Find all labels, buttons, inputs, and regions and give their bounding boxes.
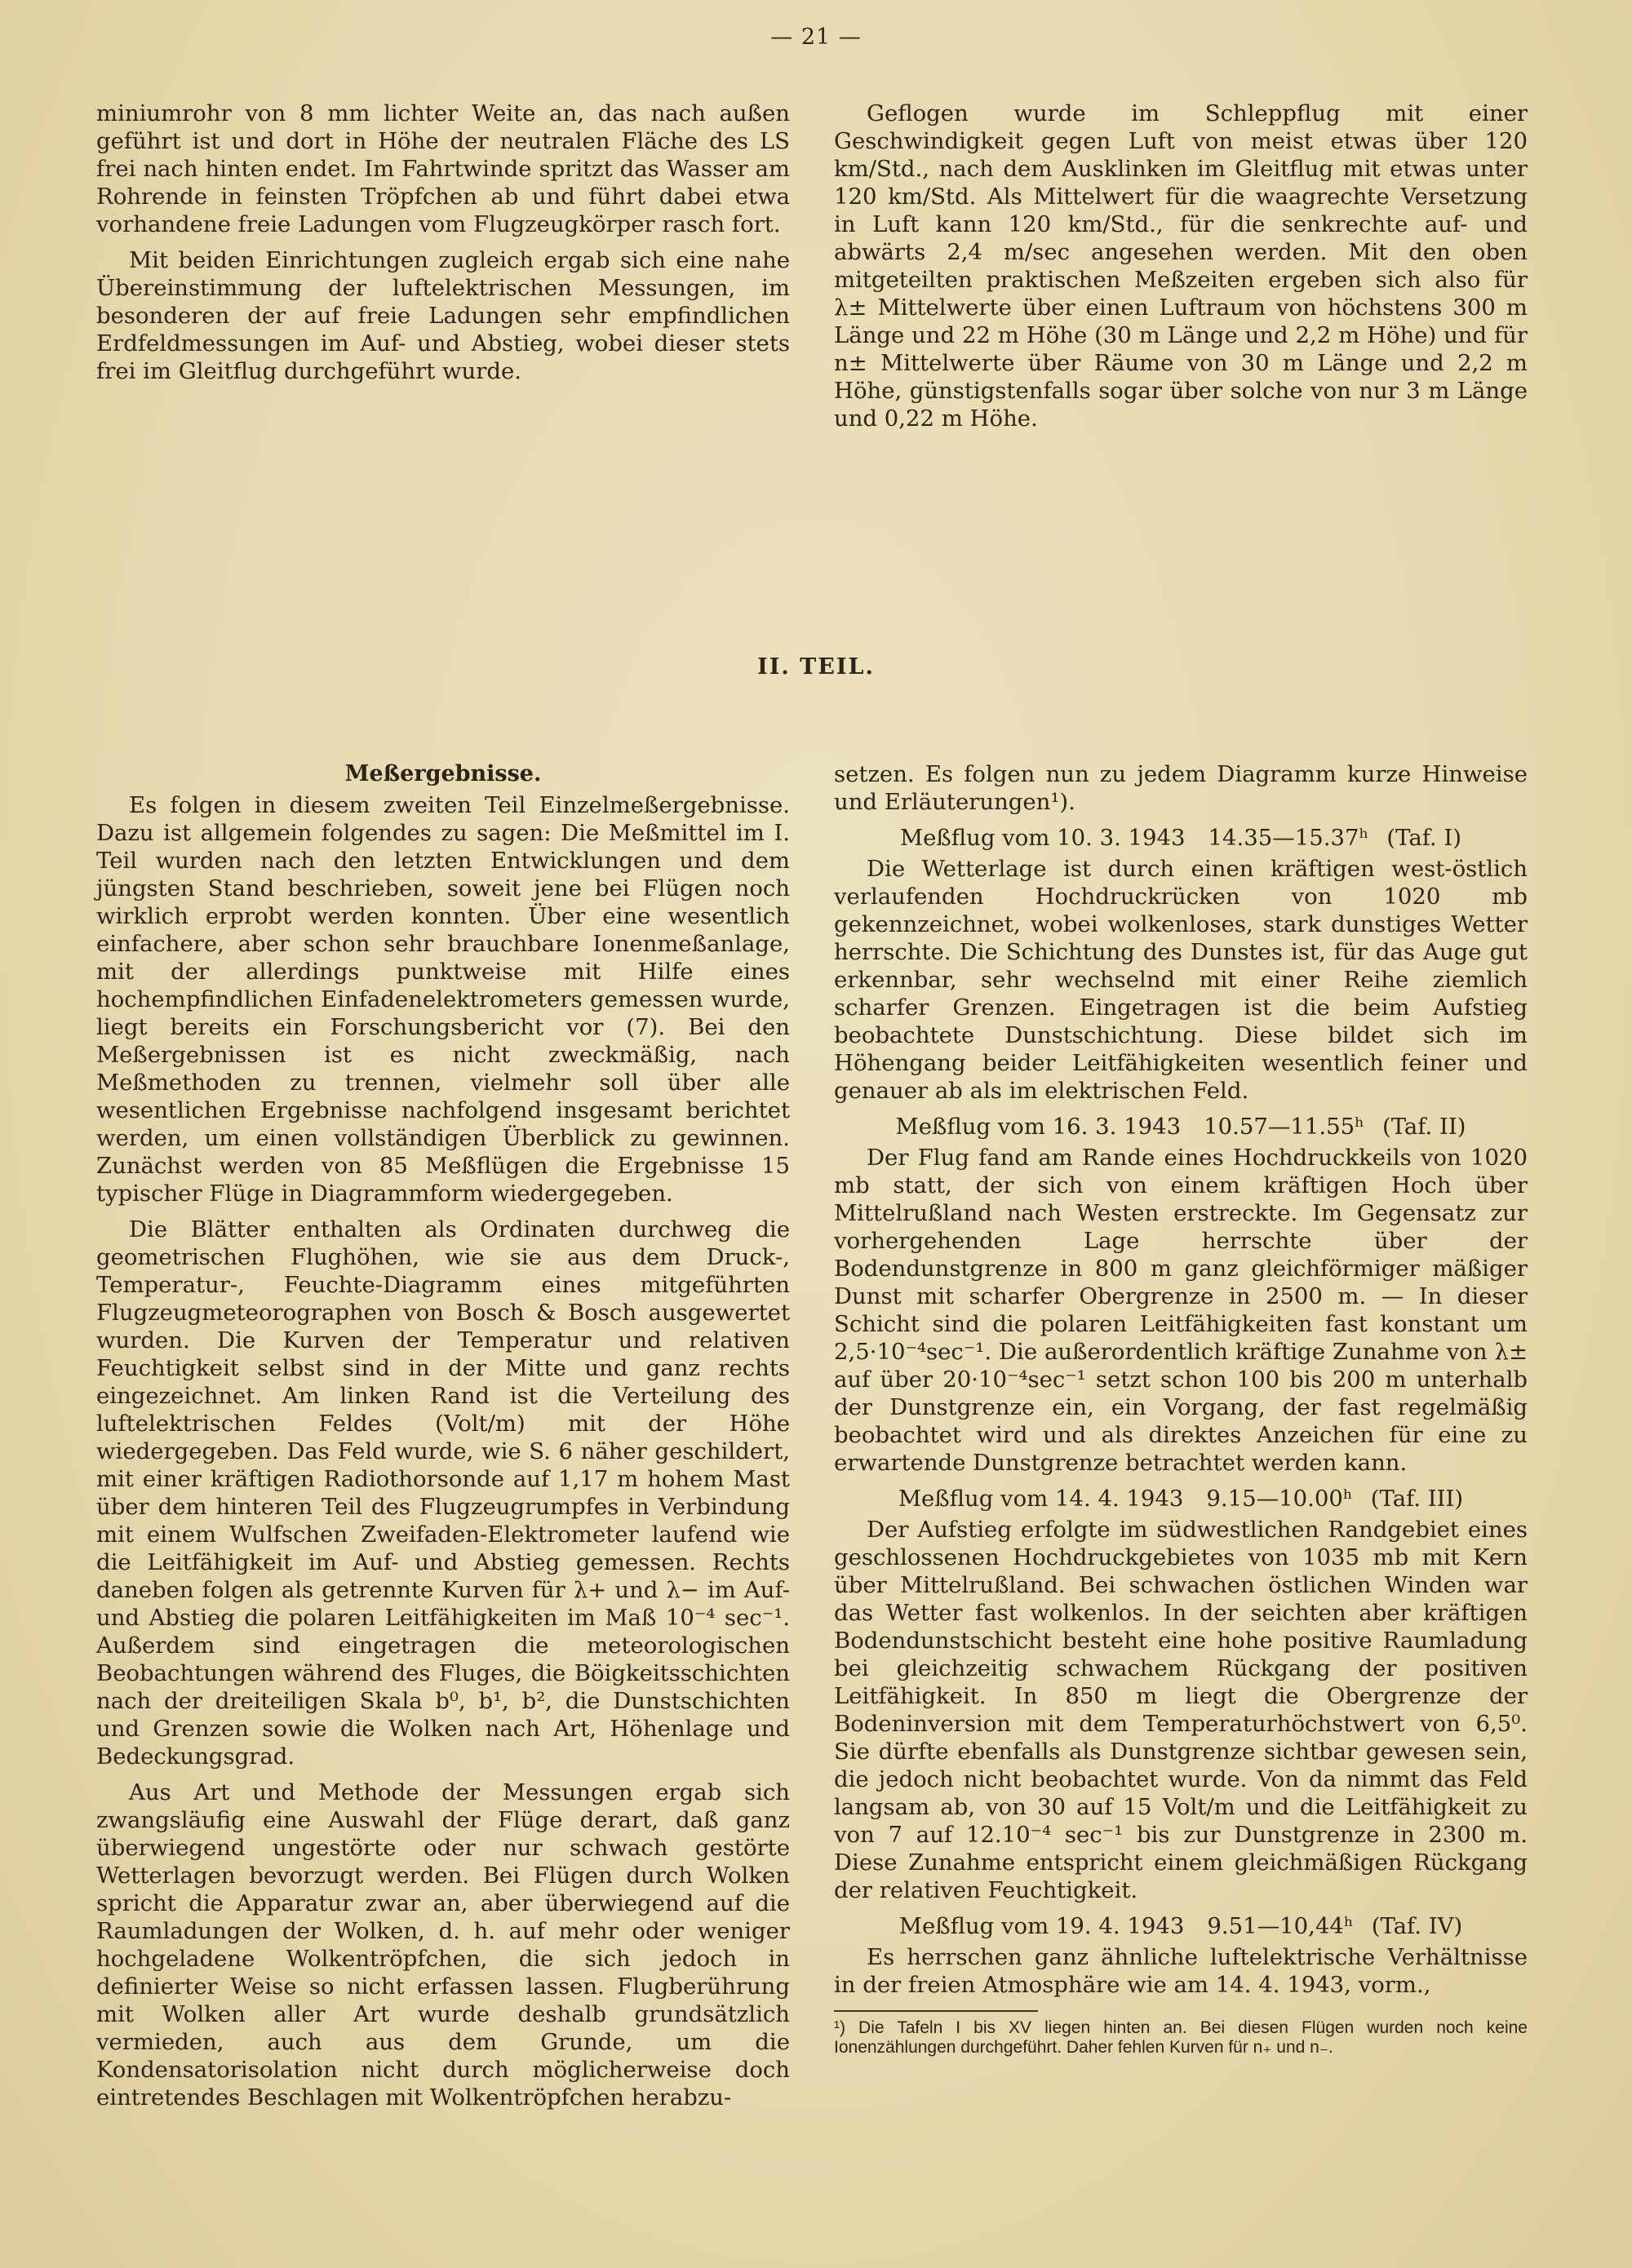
- flight-heading: [834, 1113, 1528, 1141]
- paragraph: Es herrschen ganz ähnliche luftelektrische Verhältnisse in der freien Atmosphäre wie am 14. 4. 1943, vorm.,: [834, 1944, 1528, 1998]
- paragraph: Die Wetterlage ist durch einen kräftigen west-östlich verlaufenden Hochdruckrücken von 1020 mb gekennzeichnet, wobei wolkenloses, stark dunstiges Wetter herrschte. Die Schichtung des Dunstes ist, für das Auge gut erkennbar, sehr wechselnd mit einer Reihe ziemlich scharfer Grenzen. Eingetragen ist die beim Aufstieg beobachtete Dunstschichtung. Diese bildet sich im Höhengang beider Leitfähigkeiten wesentlich feiner und genauer ab als im elektrischen Feld.: [834, 856, 1528, 1104]
- top-right-column: [834, 100, 1528, 441]
- bottom-right-column: [834, 760, 1528, 2058]
- paragraph: Der Aufstieg erfolgte im südwestlichen Randgebiet eines geschlossenen Hochdruckgebietes von 1035 mb mit Kern über Mittelrußland. Bei schwachen östlichen Winden war das Wetter fast wolkenlos. In der seichten aber kräftigen Bodendunstschicht besteht eine hohe positive Raumladung bei gleichzeitig schwachem Rückgang der positiven Leitfähigkeit. In 850 m liegt die Obergrenze der Bodeninversion mit dem Temperaturhöchstwert von 6,5⁰. Sie dürfte ebenfalls als Dunstgrenze sichtbar gewesen sein, die jedoch nicht beobachtet wurde. Von da nimmt das Feld langsam ab, von 30 auf 15 Volt/m und die Leitfähigkeit zu von 7 auf 12.10⁻⁴ sec⁻¹ bis zur Dunstgrenze in 2300 m. Diese Zunahme entspricht einem gleichmäßigen Rückgang der relativen Feuchtigkeit.: [834, 1517, 1528, 1903]
- footnote-rule: [834, 2010, 1038, 2012]
- footnote: ¹) Die Tafeln I bis XV liegen hinten an. Bei diesen Flügen wurden noch keine Ionenzählungen durchgeführt. Daher fehlen Kurven für n₊ und n₋.: [834, 2018, 1528, 2057]
- flight-time: 10.57—11.55ʰ: [1204, 1114, 1364, 1140]
- flight-date: Meßflug vom 19. 4. 1943: [898, 1913, 1185, 1939]
- flight-plate: (Taf. IV): [1371, 1913, 1463, 1939]
- bottom-left-column: [96, 760, 790, 2120]
- paragraph: Geflogen wurde im Schleppflug mit einer Geschwindigkeit gegen Luft von meist etwas über 120 km/Std., nach dem Ausklinken im Gleitflug mit etwas unter 120 km/Std. Als Mittelwert für die waagrechte Versetzung in Luft kann 120 km/Std., für die senkrechte auf- und abwärts 2,4 m/sec angesehen werden. Mit den oben mitgeteilten praktischen Meßzeiten ergeben sich also für λ± Mittelwerte über einen Luftraum von höchstens 300 m Länge und 22 m Höhe (30 m Länge und 2,2 m Höhe) und für n± Mittelwerte über Räume von 30 m Länge und 2,2 m Höhe, günstigstenfalls sogar über solche von nur 3 m Länge und 0,22 m Höhe.: [834, 100, 1528, 432]
- section-title: Meßergebnisse.: [344, 761, 542, 786]
- paragraph: Die Blätter enthalten als Ordinaten durchweg die geometrischen Flughöhen, wie sie aus dem Druck-, Temperatur-, Feuchte-Diagramm eines mitgeführten Flugzeugmeteorographen von Bosch & Bosch ausgewertet wurden. Die Kurven der Temperatur und relativen Feuchtigkeit selbst sind in der Mitte und ganz rechts eingezeichnet. Am linken Rand ist die Verteilung des luftelektrischen Feldes (Volt/m) mit der Höhe wiedergegeben. Das Feld wurde, wie S. 6 näher geschildert, mit einer kräftigen Radiothorsonde auf 1,17 m hohem Mast über dem hinteren Teil des Flugzeugrumpfes in Verbindung mit einem Wulfschen Zweifaden-Elektrometer laufend wie die Leitfähigkeit im Auf- und Abstieg gemessen. Rechts daneben folgen als getrennte Kurven für λ+ und λ− im Auf- und Abstieg die polaren Leitfähigkeiten im Maß 10⁻⁴ sec⁻¹. Außerdem sind eingetragen die meteorologischen Beobachtungen während des Fluges, die Böigkeitsschichten nach der dreiteiligen Skala b⁰, b¹, b², die Dunstschichten und Grenzen sowie die Wolken nach Art, Höhenlage und Bedeckungsgrad.: [96, 1216, 790, 1770]
- flight-plate: (Taf. III): [1370, 1486, 1464, 1512]
- page-number: — 21 —: [770, 24, 862, 50]
- flight-time: 14.35—15.37ʰ: [1208, 825, 1369, 851]
- paragraph: setzen. Es folgen nun zu jedem Diagramm kurze Hinweise und Erläuterungen¹).: [834, 761, 1528, 815]
- paragraph: Der Flug fand am Rande eines Hochdruckkeils von 1020 mb statt, der sich von einem kräftigen Hoch über Mittelrußland nach Westen erstreckte. Im Gegensatz zur vorhergehenden Lage herrschte über der Bodendunstgrenze in 800 m ganz gleichförmiger mäßiger Dunst mit scharfer Obergrenze in 2500 m. — In dieser Schicht sind die polaren Leitfähigkeiten fast konstant um 2,5·10⁻⁴sec⁻¹. Die außerordentlich kräftige Zunahme von λ± auf über 20·10⁻⁴sec⁻¹ setzt schon 100 bis 200 m unterhalb der Dunstgrenze ein, ein Vorgang, der fast regelmäßig beobachtet wird und als direktes Anzeichen für eine zu erwartende Dunstgrenze betrachtet werden kann.: [834, 1145, 1528, 1476]
- flight-heading: [834, 1485, 1528, 1513]
- flight-time: 9.51—10,44ʰ: [1207, 1913, 1354, 1939]
- paragraph: Aus Art und Methode der Messungen ergab sich zwangsläufig eine Auswahl der Flüge derart, daß ganz überwiegend ungestörte oder nur schwach gestörte Wetterlagen bevorzugt werden. Bei Flügen durch Wolken spricht die Apparatur zwar an, aber überwiegend auf die Raumladungen der Wolken, d. h. auf mehr oder weniger hochgeladene Wolkentröpfchen, die sich jedoch in definierter Weise so nicht erfassen lassen. Flugberührung mit Wolken aller Art wurde deshalb grundsätzlich vermieden, auch aus dem Grunde, um die Kondensatorisolation nicht durch möglicherweise doch eintretendes Beschlagen mit Wolkentröpfchen herabzu-: [96, 1779, 790, 2111]
- part-title: II. TEIL.: [757, 654, 875, 680]
- flight-date: Meßflug vom 10. 3. 1943: [899, 825, 1186, 851]
- flight-heading: [834, 824, 1528, 852]
- flight-plate: (Taf. II): [1381, 1114, 1466, 1140]
- flight-time: 9.15—10.00ʰ: [1206, 1486, 1353, 1512]
- paragraph: Mit beiden Einrichtungen zugleich ergab sich eine nahe Übereinstimmung der luftelektrischen Messungen, im besonderen der auf freie Ladungen sehr empfindlichen Erdfeldmessungen im Auf- und Abstieg, wobei dieser stets frei im Gleitflug durchgeführt wurde.: [96, 247, 790, 384]
- flight-date: Meßflug vom 14. 4. 1943: [898, 1486, 1184, 1512]
- paragraph: Es folgen in diesem zweiten Teil Einzelmeßergebnisse. Dazu ist allgemein folgendes zu sagen: Die Meßmittel im I. Teil wurden nach den letzten Entwicklungen und dem jüngsten Stand beschrieben, soweit jene bei Flügen noch wirklich erprobt werden konnten. Über eine wesentlich einfachere, aber schon sehr brauchbare Ionenmeßanlage, mit der allerdings punktweise mit Hilfe eines hochempfindlichen Einfadenelektrometers gemessen wurde, liegt bereits ein Forschungsbericht vor (7). Bei den Meßergebnissen ist es nicht zweckmäßig, nach Meßmethoden zu trennen, vielmehr soll über alle wesentlichen Ergebnisse nachfolgend insgesamt berichtet werden, um einen vollständigen Überblick zu gewinnen. Zunächst werden von 85 Meßflügen die Ergebnisse 15 typischer Flüge in Diagrammform wiedergegeben.: [96, 792, 790, 1207]
- flight-heading: [834, 1912, 1528, 1940]
- flight-date: Meßflug vom 16. 3. 1943: [895, 1114, 1182, 1140]
- paragraph: miniumrohr von 8 mm lichter Weite an, das nach außen geführt ist und dort in Höhe der neutralen Fläche des LS frei nach hinten endet. Im Fahrtwinde spritzt das Wasser am Rohrende in feinsten Tröpfchen ab und führt dabei etwa vorhandene freie Ladungen vom Flugzeugkörper rasch fort.: [96, 100, 790, 237]
- top-left-column: [96, 100, 790, 393]
- flight-plate: (Taf. I): [1386, 825, 1462, 851]
